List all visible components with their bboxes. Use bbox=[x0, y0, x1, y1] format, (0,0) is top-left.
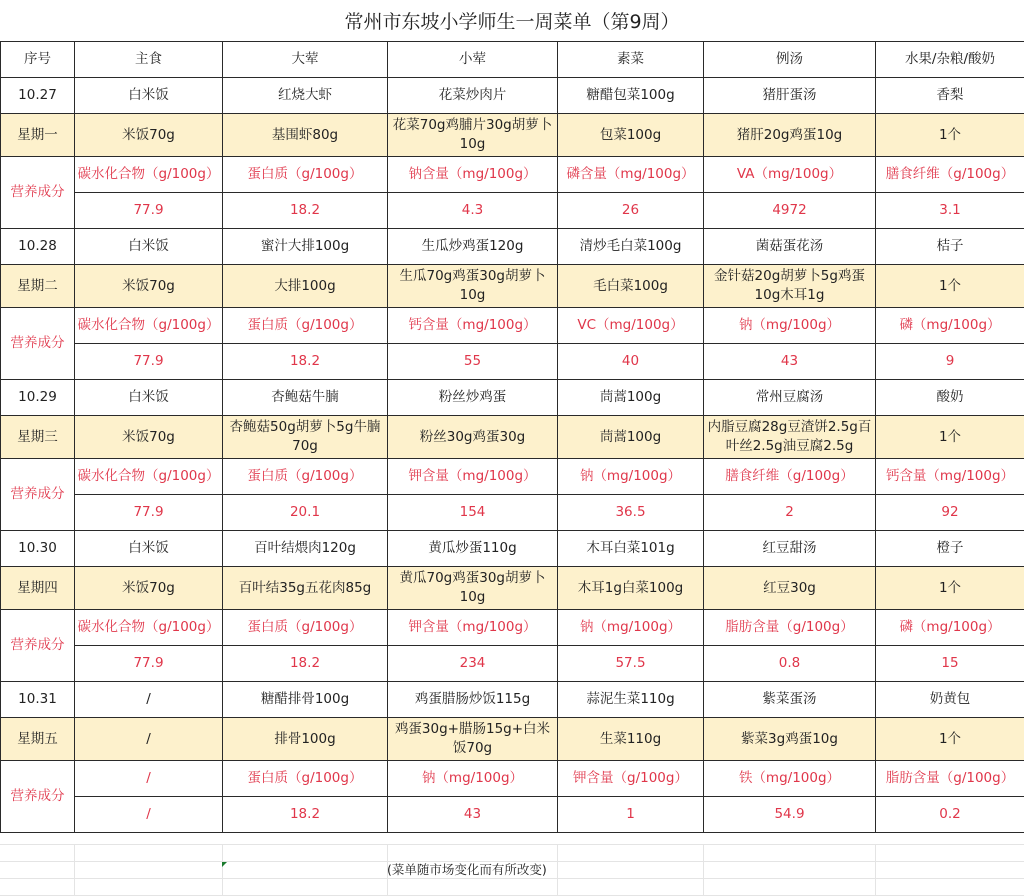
date-cell[interactable]: 10.29 bbox=[1, 380, 75, 416]
nutrient-value-row bbox=[1, 193, 1024, 229]
nutrient-name-row bbox=[1, 459, 1024, 495]
weekday-cell[interactable]: 星期一 bbox=[1, 114, 75, 157]
ingredient-cell[interactable]: 百叶结35g五花肉85g bbox=[223, 567, 388, 610]
ingredient-cell[interactable]: / bbox=[75, 718, 223, 761]
weekday-cell[interactable]: 星期二 bbox=[1, 265, 75, 308]
nutrient-name-cell[interactable]: 碳水化合物（g/100g） bbox=[75, 308, 223, 344]
nutrient-name-cell[interactable]: 磷含量（mg/100g） bbox=[558, 157, 704, 193]
header-cell[interactable]: 例汤 bbox=[704, 42, 876, 78]
ingredient-cell[interactable]: 1个 bbox=[876, 416, 1024, 459]
ingredient-cell[interactable]: 基围虾80g bbox=[223, 114, 388, 157]
nutrient-value-cell[interactable]: 4972 bbox=[704, 193, 876, 229]
dish-row bbox=[1, 682, 1024, 718]
nutrient-name-cell[interactable]: 蛋白质（g/100g） bbox=[223, 610, 388, 646]
dish-row bbox=[1, 531, 1024, 567]
nutrient-value-cell[interactable]: 4.3 bbox=[388, 193, 558, 229]
nutrient-value-cell[interactable]: 9 bbox=[876, 344, 1024, 380]
ingredient-cell[interactable]: 内脂豆腐28g豆渣饼2.5g百叶丝2.5g油豆腐2.5g bbox=[704, 416, 876, 459]
nutrient-name-cell[interactable]: 钙含量（mg/100g） bbox=[876, 459, 1024, 495]
nutrient-value-cell[interactable]: 20.1 bbox=[223, 495, 388, 531]
ingredient-cell[interactable]: 花菜70g鸡脯片30g胡萝卜10g bbox=[388, 114, 558, 157]
nutrient-name-cell[interactable]: 膳食纤维（g/100g） bbox=[704, 459, 876, 495]
nutrient-name-cell[interactable]: 碳水化合物（g/100g） bbox=[75, 610, 223, 646]
ingredient-cell[interactable]: 黄瓜70g鸡蛋30g胡萝卜10g bbox=[388, 567, 558, 610]
nutrient-value-cell[interactable]: 40 bbox=[558, 344, 704, 380]
nutrient-name-cell[interactable]: 蛋白质（g/100g） bbox=[223, 761, 388, 797]
nutrient-name-cell[interactable]: 蛋白质（g/100g） bbox=[223, 459, 388, 495]
ingredient-cell[interactable]: 生菜110g bbox=[558, 718, 704, 761]
ingredient-cell[interactable]: 米饭70g bbox=[75, 265, 223, 308]
dish-cell[interactable]: 红烧大虾 bbox=[223, 78, 388, 114]
nutrient-name-cell[interactable]: VA（mg/100g） bbox=[704, 157, 876, 193]
nutrient-value-row bbox=[1, 495, 1024, 531]
nutrient-name-row bbox=[1, 308, 1024, 344]
ingredient-cell[interactable]: 杏鲍菇50g胡萝卜5g牛腩70g bbox=[223, 416, 388, 459]
nutrient-name-cell[interactable]: 铁（mg/100g） bbox=[704, 761, 876, 797]
dish-cell[interactable]: 清炒毛白菜100g bbox=[558, 229, 704, 265]
ingredient-cell[interactable]: 猪肝20g鸡蛋10g bbox=[704, 114, 876, 157]
nutrient-value-cell[interactable]: 77.9 bbox=[75, 495, 223, 531]
dish-cell[interactable]: 百叶结煨肉120g bbox=[223, 531, 388, 567]
dish-cell[interactable]: 生瓜炒鸡蛋120g bbox=[388, 229, 558, 265]
ingredient-row bbox=[1, 416, 1024, 459]
nutrient-name-cell[interactable]: 碳水化合物（g/100g） bbox=[75, 459, 223, 495]
nutrient-value-row bbox=[1, 797, 1024, 833]
ingredient-cell[interactable]: 排骨100g bbox=[223, 718, 388, 761]
dish-cell[interactable]: 糖醋排骨100g bbox=[223, 682, 388, 718]
weekday-cell[interactable]: 星期四 bbox=[1, 567, 75, 610]
ingredient-row bbox=[1, 114, 1024, 157]
ingredient-cell[interactable]: 1个 bbox=[876, 718, 1024, 761]
nutrition-label-cell[interactable]: 营养成分 bbox=[1, 761, 75, 833]
nutrient-value-cell[interactable]: 234 bbox=[388, 646, 558, 682]
header-cell[interactable]: 大荤 bbox=[223, 42, 388, 78]
ingredient-cell[interactable]: 生瓜70g鸡蛋30g胡萝卜10g bbox=[388, 265, 558, 308]
dish-cell[interactable]: 紫菜蛋汤 bbox=[704, 682, 876, 718]
dish-cell[interactable]: 粉丝炒鸡蛋 bbox=[388, 380, 558, 416]
dish-cell[interactable]: 红豆甜汤 bbox=[704, 531, 876, 567]
nutrition-label-cell[interactable]: 营养成分 bbox=[1, 459, 75, 531]
header-cell[interactable]: 主食 bbox=[75, 42, 223, 78]
nutrient-name-cell[interactable]: 钾含量（g/100g） bbox=[558, 761, 704, 797]
weekday-cell[interactable]: 星期五 bbox=[1, 718, 75, 761]
nutrient-value-cell[interactable]: 43 bbox=[704, 344, 876, 380]
nutrient-value-cell[interactable]: 57.5 bbox=[558, 646, 704, 682]
ingredient-cell[interactable]: 大排100g bbox=[223, 265, 388, 308]
ingredient-cell[interactable]: 1个 bbox=[876, 567, 1024, 610]
header-cell[interactable]: 小荤 bbox=[388, 42, 558, 78]
header-cell[interactable]: 序号 bbox=[1, 42, 75, 78]
dish-cell[interactable]: 奶黄包 bbox=[876, 682, 1024, 718]
dish-cell[interactable]: 黄瓜炒蛋110g bbox=[388, 531, 558, 567]
dish-cell[interactable]: 酸奶 bbox=[876, 380, 1024, 416]
nutrient-value-cell[interactable]: 54.9 bbox=[704, 797, 876, 833]
nutrient-name-row bbox=[1, 157, 1024, 193]
nutrient-value-cell[interactable]: 18.2 bbox=[223, 646, 388, 682]
ingredient-row bbox=[1, 567, 1024, 610]
nutrient-name-cell[interactable]: 蛋白质（g/100g） bbox=[223, 157, 388, 193]
dish-cell[interactable]: 白米饭 bbox=[75, 531, 223, 567]
dish-row bbox=[1, 78, 1024, 114]
nutrient-value-cell[interactable]: / bbox=[75, 797, 223, 833]
nutrient-name-cell[interactable]: 钾含量（mg/100g） bbox=[388, 610, 558, 646]
ingredient-cell[interactable]: 1个 bbox=[876, 265, 1024, 308]
dish-cell[interactable]: 常州豆腐汤 bbox=[704, 380, 876, 416]
ingredient-row bbox=[1, 265, 1024, 308]
nutrient-name-cell[interactable]: 脂肪含量（g/100g） bbox=[704, 610, 876, 646]
header-cell[interactable]: 素菜 bbox=[558, 42, 704, 78]
nutrient-value-cell[interactable]: 18.2 bbox=[223, 193, 388, 229]
nutrition-label-cell[interactable]: 营养成分 bbox=[1, 157, 75, 229]
dish-cell[interactable]: 糖醋包菜100g bbox=[558, 78, 704, 114]
nutrient-value-cell[interactable]: 0.8 bbox=[704, 646, 876, 682]
nutrient-name-cell[interactable]: 磷（mg/100g） bbox=[876, 308, 1024, 344]
dish-cell[interactable]: 桔子 bbox=[876, 229, 1024, 265]
ingredient-cell[interactable]: 包菜100g bbox=[558, 114, 704, 157]
nutrient-value-row bbox=[1, 646, 1024, 682]
nutrient-name-cell[interactable]: 钠（mg/100g） bbox=[388, 761, 558, 797]
nutrition-label-cell[interactable]: 营养成分 bbox=[1, 610, 75, 682]
date-cell[interactable]: 10.27 bbox=[1, 78, 75, 114]
nutrient-value-cell[interactable]: 15 bbox=[876, 646, 1024, 682]
nutrient-value-cell[interactable]: 1 bbox=[558, 797, 704, 833]
ingredient-cell[interactable]: 鸡蛋30g+腊肠15g+白米饭70g bbox=[388, 718, 558, 761]
nutrient-value-cell[interactable]: 36.5 bbox=[558, 495, 704, 531]
ingredient-cell[interactable]: 米饭70g bbox=[75, 416, 223, 459]
nutrient-value-cell[interactable]: 26 bbox=[558, 193, 704, 229]
nutrient-name-cell[interactable]: 碳水化合物（g/100g） bbox=[75, 157, 223, 193]
ingredient-cell[interactable]: 红豆30g bbox=[704, 567, 876, 610]
nutrient-value-cell[interactable]: 18.2 bbox=[223, 797, 388, 833]
nutrient-name-cell[interactable]: 膳食纤维（g/100g） bbox=[876, 157, 1024, 193]
weekday-cell[interactable]: 星期三 bbox=[1, 416, 75, 459]
nutrient-value-cell[interactable]: 18.2 bbox=[223, 344, 388, 380]
dish-cell[interactable]: 菌菇蛋花汤 bbox=[704, 229, 876, 265]
ingredient-cell[interactable]: 金针菇20g胡萝卜5g鸡蛋10g木耳1g bbox=[704, 265, 876, 308]
dish-cell[interactable]: 茼蒿100g bbox=[558, 380, 704, 416]
dish-cell[interactable]: 杏鲍菇牛腩 bbox=[223, 380, 388, 416]
ingredient-cell[interactable]: 1个 bbox=[876, 114, 1024, 157]
dish-cell[interactable]: 白米饭 bbox=[75, 380, 223, 416]
weekly-menu-table bbox=[0, 41, 1024, 833]
ingredient-cell[interactable]: 粉丝30g鸡蛋30g bbox=[388, 416, 558, 459]
ingredient-cell[interactable]: 毛白菜100g bbox=[558, 265, 704, 308]
nutrient-name-cell[interactable]: 钠（mg/100g） bbox=[558, 459, 704, 495]
dish-cell[interactable]: 橙子 bbox=[876, 531, 1024, 567]
nutrient-value-cell[interactable]: 77.9 bbox=[75, 344, 223, 380]
nutrient-value-cell[interactable]: 43 bbox=[388, 797, 558, 833]
nutrient-name-cell[interactable]: VC（mg/100g） bbox=[558, 308, 704, 344]
dish-cell[interactable]: 香梨 bbox=[876, 78, 1024, 114]
header-row bbox=[1, 42, 1024, 78]
header-cell[interactable]: 水果/杂粮/酸奶 bbox=[876, 42, 1024, 78]
dish-cell[interactable]: 花菜炒肉片 bbox=[388, 78, 558, 114]
nutrient-value-cell[interactable]: 2 bbox=[704, 495, 876, 531]
dish-cell[interactable]: 猪肝蛋汤 bbox=[704, 78, 876, 114]
nutrient-value-cell[interactable]: 0.2 bbox=[876, 797, 1024, 833]
nutrient-name-cell[interactable]: 磷（mg/100g） bbox=[876, 610, 1024, 646]
ingredient-row bbox=[1, 718, 1024, 761]
nutrient-name-cell[interactable]: 钠（mg/100g） bbox=[558, 610, 704, 646]
nutrient-value-row bbox=[1, 344, 1024, 380]
nutrient-name-cell[interactable]: 脂肪含量（g/100g） bbox=[876, 761, 1024, 797]
date-cell[interactable]: 10.30 bbox=[1, 531, 75, 567]
nutrient-name-cell[interactable]: 钙含量（mg/100g） bbox=[388, 308, 558, 344]
dish-cell[interactable]: 白米饭 bbox=[75, 229, 223, 265]
date-cell[interactable]: 10.28 bbox=[1, 229, 75, 265]
dish-cell[interactable]: 白米饭 bbox=[75, 78, 223, 114]
nutrient-name-row bbox=[1, 610, 1024, 646]
nutrient-name-cell[interactable]: 蛋白质（g/100g） bbox=[223, 308, 388, 344]
ingredient-cell[interactable]: 紫菜3g鸡蛋10g bbox=[704, 718, 876, 761]
ingredient-cell[interactable]: 木耳1g白菜100g bbox=[558, 567, 704, 610]
page-title: 常州市东坡小学师生一周菜单（第9周） bbox=[344, 11, 680, 33]
nutrient-value-cell[interactable]: 55 bbox=[388, 344, 558, 380]
nutrient-value-cell[interactable]: 3.1 bbox=[876, 193, 1024, 229]
nutrient-value-cell[interactable]: 154 bbox=[388, 495, 558, 531]
ingredient-cell[interactable]: 米饭70g bbox=[75, 567, 223, 610]
footer-note: (菜单随市场变化而有所改变) bbox=[387, 862, 547, 877]
ingredient-cell[interactable]: 米饭70g bbox=[75, 114, 223, 157]
nutrient-name-cell[interactable]: 钾含量（mg/100g） bbox=[388, 459, 558, 495]
ingredient-cell[interactable]: 茼蒿100g bbox=[558, 416, 704, 459]
nutrition-label-cell[interactable]: 营养成分 bbox=[1, 308, 75, 380]
cell-comment-marker-icon bbox=[222, 862, 227, 867]
dish-cell[interactable]: / bbox=[75, 682, 223, 718]
nutrient-name-row bbox=[1, 761, 1024, 797]
dish-cell[interactable]: 蒜泥生菜110g bbox=[558, 682, 704, 718]
dish-cell[interactable]: 蜜汁大排100g bbox=[223, 229, 388, 265]
dish-row bbox=[1, 380, 1024, 416]
date-cell[interactable]: 10.31 bbox=[1, 682, 75, 718]
nutrient-value-cell[interactable]: 77.9 bbox=[75, 646, 223, 682]
nutrient-name-cell[interactable]: 钠（mg/100g） bbox=[704, 308, 876, 344]
nutrient-value-cell[interactable]: 92 bbox=[876, 495, 1024, 531]
dish-cell[interactable]: 木耳白菜101g bbox=[558, 531, 704, 567]
dish-cell[interactable]: 鸡蛋腊肠炒饭115g bbox=[388, 682, 558, 718]
nutrient-value-cell[interactable]: 77.9 bbox=[75, 193, 223, 229]
dish-row bbox=[1, 229, 1024, 265]
nutrient-name-cell[interactable]: / bbox=[75, 761, 223, 797]
nutrient-name-cell[interactable]: 钠含量（mg/100g） bbox=[388, 157, 558, 193]
